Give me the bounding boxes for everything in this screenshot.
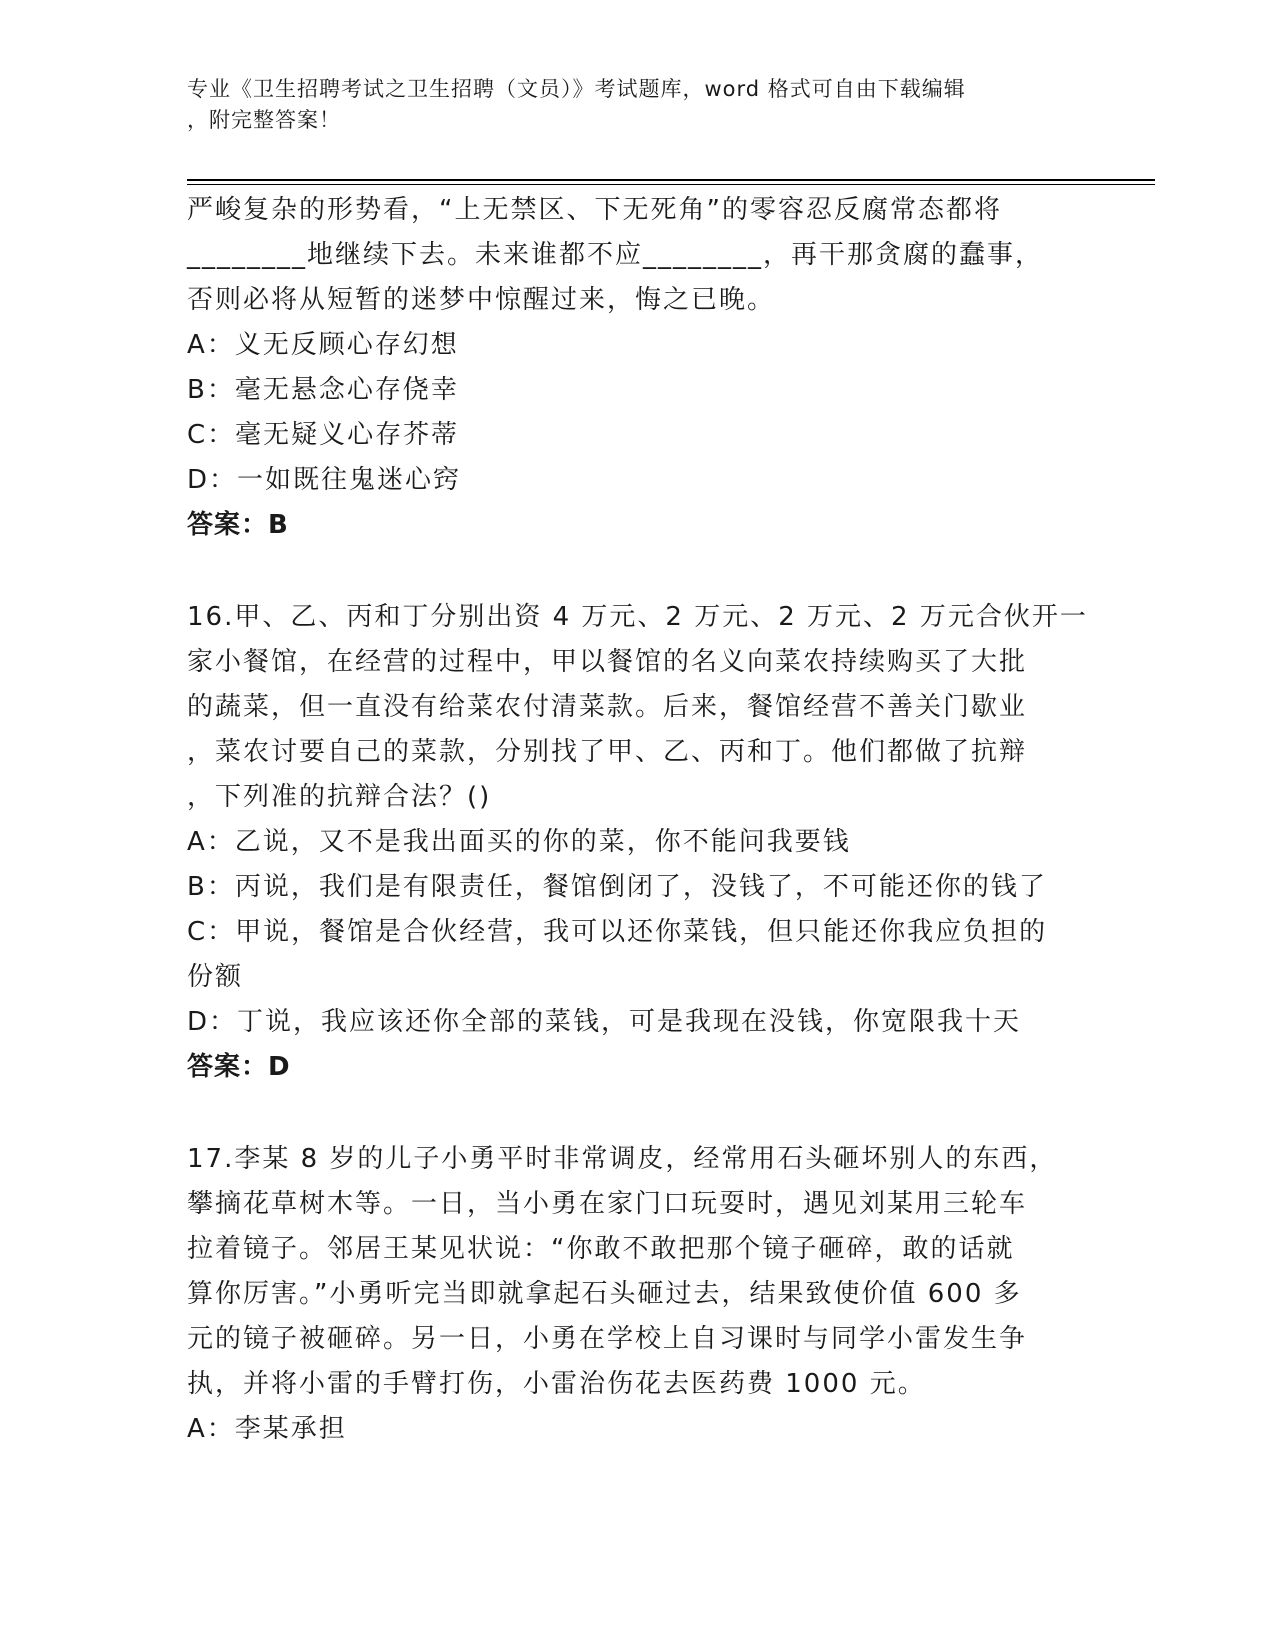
header-rule-thick <box>187 179 1155 181</box>
page-header <box>187 74 1067 136</box>
question-spacer <box>187 548 1087 595</box>
question-17 <box>187 1137 1087 1452</box>
option-c: C：毫无疑义心存芥蒂 <box>187 420 460 450</box>
option-c: C：甲说，餐馆是合伙经营，我可以还你菜钱，但只能还你我应负担的 <box>187 917 1048 947</box>
question-content <box>187 188 1087 1452</box>
question-stem-line: 严峻复杂的形势看，“上无禁区、下无死角”的零容忍反腐常态都将 <box>187 195 1002 225</box>
option-d: D：一如既往鬼迷心窍 <box>187 465 462 495</box>
question-stem-line: 算你厉害。”小勇听完当即就拿起石头砸过去，结果致使价值 600 多 <box>187 1279 1022 1309</box>
header-line-1: 专业《卫生招聘考试之卫生招聘（文员）》考试题库，word 格式可自由下载编辑 <box>187 77 966 101</box>
option-a: A：李某承担 <box>187 1414 347 1444</box>
question-stem-line: 执，并将小雷的手臂打伤，小雷治伤花去医药费 1000 元。 <box>187 1369 926 1399</box>
question-stem-line: 元的镜子被砸碎。另一日，小勇在学校上自习课时与同学小雷发生争 <box>187 1324 1028 1354</box>
answer-label: 答案：B <box>187 510 289 540</box>
question-stem-line: 的蔬菜，但一直没有给菜农付清菜款。后来，餐馆经营不善关门歇业 <box>187 692 1028 722</box>
question-stem-line: 17.李某 8 岁的儿子小勇平时非常调皮，经常用石头砸坏别人的东西， <box>187 1144 1058 1174</box>
header-line-2: ，附完整答案！ <box>187 108 341 132</box>
question-15 <box>187 188 1087 548</box>
question-stem-line: 否则必将从短暂的迷梦中惊醒过来，悔之已晚。 <box>187 285 776 315</box>
option-d: D：丁说，我应该还你全部的菜钱，可是我现在没钱，你宽限我十天 <box>187 1007 1022 1037</box>
option-c-continued: 份额 <box>187 962 244 992</box>
question-stem-line: 拉着镜子。邻居王某见状说：“你敢不敢把那个镜子砸碎，敢的话就 <box>187 1234 1015 1264</box>
header-rule-thin <box>187 184 1155 185</box>
question-stem-line: ，菜农讨要自己的菜款，分别找了甲、乙、丙和丁。他们都做了抗辩 <box>187 737 1028 767</box>
question-16 <box>187 595 1087 1090</box>
question-stem-line: 16.甲、乙、丙和丁分别出资 4 万元、2 万元、2 万元、2 万元合伙开一 <box>187 602 1088 632</box>
option-a: A：乙说，又不是我出面买的你的菜，你不能问我要钱 <box>187 827 851 857</box>
answer-label: 答案：D <box>187 1052 291 1082</box>
question-spacer <box>187 1090 1087 1137</box>
question-stem-line: 家小餐馆，在经营的过程中，甲以餐馆的名义向菜农持续购买了大批 <box>187 647 1028 677</box>
question-stem-line: ________地继续下去。未来谁都不应________，再干那贪腐的蠢事， <box>187 240 1044 270</box>
option-b: B：丙说，我们是有限责任，餐馆倒闭了，没钱了，不可能还你的钱了 <box>187 872 1047 902</box>
option-b: B：毫无悬念心存侥幸 <box>187 375 459 405</box>
option-a: A：义无反顾心存幻想 <box>187 330 459 360</box>
question-stem-line: 攀摘花草树木等。一日，当小勇在家门口玩耍时，遇见刘某用三轮车 <box>187 1189 1028 1219</box>
question-stem-line: ，下列准的抗辩合法？() <box>187 782 492 812</box>
